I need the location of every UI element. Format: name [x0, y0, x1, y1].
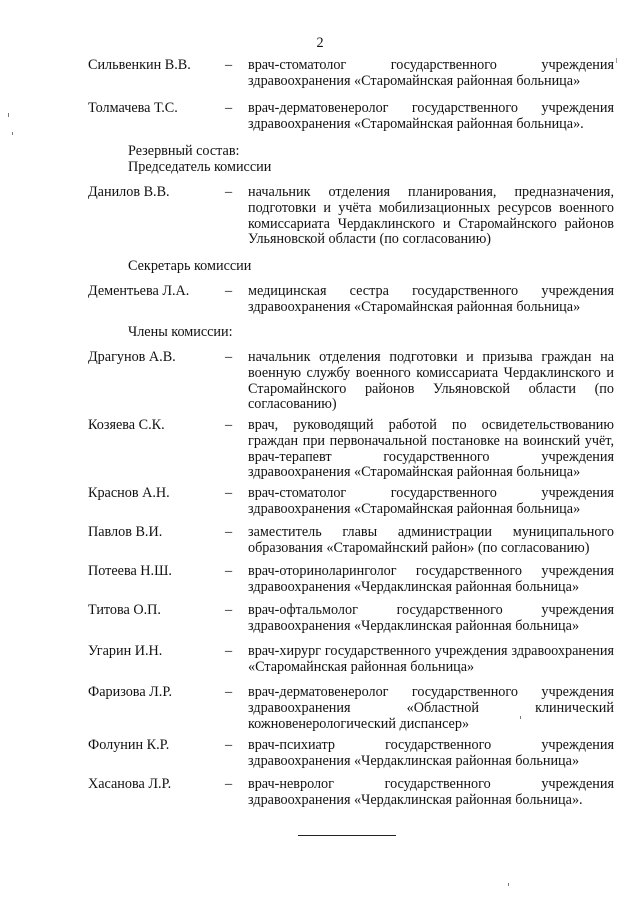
member-dash: – [225, 563, 233, 579]
member-position: врач-стоматолог государственного учреждения здравоохранения «Старомайнская районная больница» [248, 57, 614, 89]
secretary-heading: Секретарь комиссии [128, 258, 252, 274]
member-dash: – [225, 100, 233, 116]
closing-rule [298, 835, 396, 836]
member-position: врач-дерматовенеролог государственного учреждения здравоохранения «Областной клинический кожновенерологический диспансер» [248, 684, 614, 732]
member-position: начальник отделения планирования, предназначения, подготовки и учёта мобилизационных ресурсов военного комиссариата Чердаклинского и Старомайнского районов Ульяновской области (по согласованию) [248, 184, 614, 248]
member-name: Угарин И.Н. [88, 643, 163, 659]
page-number: 2 [316, 35, 324, 51]
member-name: Хасанова Л.Р. [88, 776, 172, 792]
member-name: Дементьева Л.А. [88, 283, 190, 299]
member-name: Данилов В.В. [88, 184, 170, 200]
chairman-heading: Председатель комиссии [128, 159, 272, 175]
member-name: Потеева Н.Ш. [88, 563, 172, 579]
member-position: медицинская сестра государственного учреждения здравоохранения «Старомайнская районная больница» [248, 283, 614, 315]
member-dash: – [225, 737, 233, 753]
member-name: Козяева С.К. [88, 417, 165, 433]
member-dash: – [225, 524, 233, 540]
member-position: заместитель главы администрации муниципального образования «Старомайнский район» (по согласованию) [248, 524, 614, 556]
member-name: Сильвенкин В.В. [88, 57, 191, 73]
member-position: врач-оториноларинголог государственного учреждения здравоохранения «Чердаклинская районная больница» [248, 563, 614, 595]
member-dash: – [225, 643, 233, 659]
member-dash: – [225, 283, 233, 299]
member-position: врач-хирург государственного учреждения здравоохранения «Старомайнская районная больница» [248, 643, 614, 675]
member-position: врач-стоматолог государственного учреждения здравоохранения «Старомайнская районная больница» [248, 485, 614, 517]
member-dash: – [225, 349, 233, 365]
member-position: врач-невролог государственного учреждения здравоохранения «Чердаклинская районная больница». [248, 776, 614, 808]
member-dash: – [225, 417, 233, 433]
member-name: Павлов В.И. [88, 524, 163, 540]
member-name: Толмачева Т.С. [88, 100, 178, 116]
member-name: Фолунин К.Р. [88, 737, 170, 753]
member-dash: – [225, 57, 233, 73]
scan-speck [520, 716, 521, 719]
reserve-heading: Резервный состав: [128, 143, 240, 159]
member-position: врач-дерматовенеролог государственного учреждения здравоохранения «Старомайнская районная больница». [248, 100, 614, 132]
member-dash: – [225, 602, 233, 618]
scan-speck [616, 58, 617, 63]
member-position: врач, руководящий работой по освидетельствованию граждан при первоначальной постановке на воинский учёт, врач-терапевт государственного учреждения здравоохранения «Старомайнская районная больница» [248, 417, 614, 481]
scan-speck [8, 113, 9, 117]
member-name: Фаризова Л.Р. [88, 684, 172, 700]
member-name: Титова О.П. [88, 602, 161, 618]
member-position: врач-психиатр государственного учреждения здравоохранения «Чердаклинская районная больница» [248, 737, 614, 769]
member-position: начальник отделения подготовки и призыва граждан на военную службу военного комиссариата Чердаклинского и Старомайнского районов Ульяновской области (по согласованию) [248, 349, 614, 413]
member-name: Краснов А.Н. [88, 485, 170, 501]
member-dash: – [225, 776, 233, 792]
members-heading: Члены комиссии: [128, 324, 233, 340]
member-dash: – [225, 485, 233, 501]
member-dash: – [225, 684, 233, 700]
scan-speck [508, 883, 509, 886]
member-dash: – [225, 184, 233, 200]
member-position: врач-офтальмолог государственного учреждения здравоохранения «Чердаклинская районная больница» [248, 602, 614, 634]
scan-speck [12, 132, 13, 135]
member-name: Драгунов А.В. [88, 349, 176, 365]
